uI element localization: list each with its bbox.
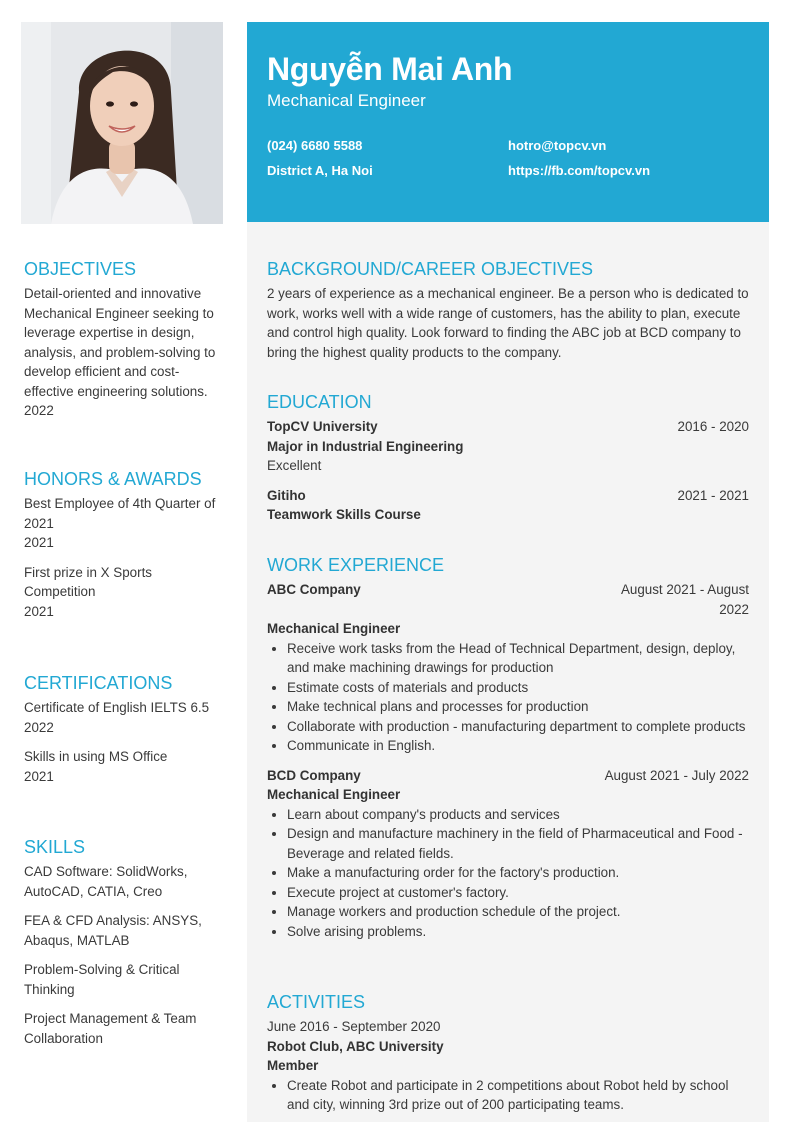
activity-date: June 2016 - September 2020: [267, 1019, 441, 1034]
resume-header: [247, 22, 769, 222]
skills-heading: SKILLS: [24, 837, 86, 857]
work-role: Mechanical Engineer: [267, 621, 401, 636]
profile-photo: [21, 22, 223, 224]
activity-bullet: • Create Robot and participate in 2 competitions about Robot held by school and city, winning 3rd prize out of 200 participating teams.: [287, 1076, 749, 1115]
candidate-title: Mechanical Engineer: [267, 91, 426, 110]
education-date: 2021 - 2021: [677, 487, 749, 503]
objectives-section: [24, 256, 224, 421]
certification-year: 2022: [24, 719, 54, 735]
honor-item: [24, 563, 224, 622]
work-bullets: [267, 639, 749, 756]
honor-item: [24, 494, 224, 553]
activities-heading: ACTIVITIES: [267, 992, 366, 1012]
work-bullet: • Make a manufacturing order for the factory's production.: [287, 863, 749, 883]
work-date: August 2021 - August 2022: [620, 582, 749, 617]
skill-item: CAD Software: SolidWorks, AutoCAD, CATIA, Creo: [24, 864, 188, 899]
activity-role: Member: [267, 1058, 319, 1073]
objectives-heading: OBJECTIVES: [24, 259, 137, 279]
activities-section: [267, 989, 749, 1115]
work-bullet: • Estimate costs of materials and products: [287, 678, 749, 698]
work-bullet: • Manage workers and production schedule of the project.: [287, 902, 749, 922]
activity-item: [267, 1017, 749, 1115]
work-date: August 2021 - July 2022: [604, 767, 749, 783]
education-section: [267, 389, 749, 535]
work-bullet: • Solve arising problems.: [287, 922, 749, 942]
honors-section: [24, 466, 224, 631]
education-heading: EDUCATION: [267, 392, 372, 412]
portrait-illustration: [21, 22, 223, 224]
activity-bullets: [267, 1076, 749, 1115]
background-heading: BACKGROUND/CAREER OBJECTIVES: [267, 259, 594, 279]
education-item: [267, 486, 749, 525]
work-bullet: • Collaborate with production - manufacturing department to complete products: [287, 717, 749, 737]
skill-item: Problem-Solving & Critical Thinking: [24, 962, 180, 997]
work-bullet: • Make technical plans and processes for production: [287, 697, 749, 717]
work-bullet: • Communicate in English.: [287, 736, 749, 756]
education-item: [267, 417, 749, 476]
phone-number: (024) 6680 5588: [267, 138, 363, 153]
work-bullet: • Learn about company's products and services: [287, 805, 749, 825]
certification-item: [24, 747, 224, 786]
school-name: TopCV University: [267, 419, 378, 434]
objectives-year: 2022: [24, 403, 54, 418]
skills-section: [24, 834, 224, 1058]
activity-org: Robot Club, ABC University: [267, 1038, 444, 1054]
facebook-link[interactable]: https://fb.com/topcv.vn: [508, 163, 651, 178]
work-item: [267, 766, 749, 942]
honor-name: First prize in X Sports Competition: [24, 564, 152, 599]
certification-year: 2021: [24, 768, 54, 784]
education-major: Major in Industrial Engineering: [267, 438, 464, 454]
certifications-section: [24, 670, 224, 796]
work-bullet: • Receive work tasks from the Head of Technical Department, design, deploy, and make machining drawings for production: [287, 639, 749, 678]
work-bullet: • Execute project at customer's factory.: [287, 883, 749, 903]
company-name: BCD Company: [267, 767, 361, 783]
work-section: [267, 552, 749, 951]
honor-year: 2021: [24, 535, 54, 550]
work-role: Mechanical Engineer: [267, 787, 401, 802]
education-date: 2016 - 2020: [677, 419, 749, 434]
objectives-text: Detail-oriented and innovative Mechanical Engineer seeking to leverage expertise in design, analysis, and problem-solving to develop efficient and cost-effective engineering solutions.: [24, 286, 216, 399]
certification-name: Certificate of English IELTS 6.5: [24, 700, 210, 715]
email-address[interactable]: hotro@topcv.vn: [508, 138, 607, 153]
honor-name: Best Employee of 4th Quarter of 2021: [24, 496, 216, 531]
work-bullet: • Design and manufacture machinery in the field of Pharmaceutical and Food - Beverage and related fields.: [287, 824, 749, 863]
background-section: [267, 256, 749, 362]
honors-heading: HONORS & AWARDS: [24, 469, 202, 489]
skill-item: FEA & CFD Analysis: ANSYS, Abaqus, MATLAB: [24, 913, 202, 948]
work-bullets: [267, 805, 749, 942]
candidate-name: Nguyễn Mai Anh: [267, 51, 513, 87]
certifications-heading: CERTIFICATIONS: [24, 673, 173, 693]
certification-item: [24, 698, 224, 737]
honor-year: 2021: [24, 603, 54, 619]
education-major: Teamwork Skills Course: [267, 507, 421, 522]
education-note: Excellent: [267, 458, 322, 473]
school-name: Gitiho: [267, 487, 306, 503]
work-item: [267, 580, 749, 756]
background-text: 2 years of experience as a mechanical engineer. Be a person who is dedicated to work, works well with a wide range of customers, has the ability to plan, execute and control high quality. Look forward to finding the ABC job at BCD company to bring the highest quality products to the company.: [267, 286, 749, 360]
certification-name: Skills in using MS Office: [24, 749, 168, 764]
skill-item: Project Management & Team Collaboration: [24, 1011, 197, 1046]
work-heading: WORK EXPERIENCE: [267, 555, 445, 575]
home-address: District A, Ha Noi: [267, 163, 373, 178]
company-name: ABC Company: [267, 582, 361, 597]
